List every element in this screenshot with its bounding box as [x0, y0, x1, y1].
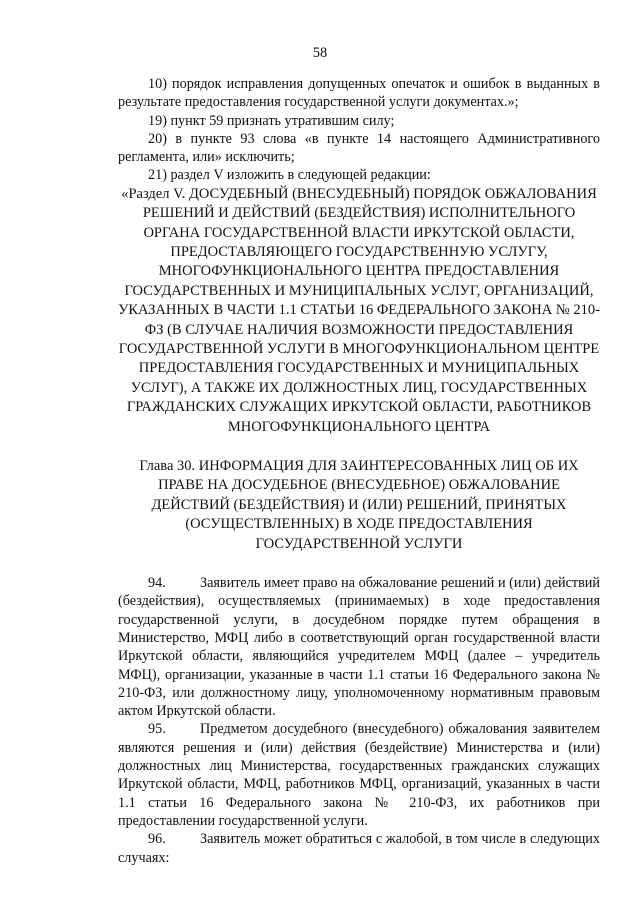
chapter-title: Глава 30. ИНФОРМАЦИЯ ДЛЯ ЗАИНТЕРЕСОВАННЫХ ЛИЦ ОБ ИХ ПРАВЕ НА ДОСУДЕБНОЕ (ВНЕСУДЕБНОЕ) ОБЖАЛОВАНИЕ ДЕЙСТВИЙ (БЕЗДЕЙСТВИЯ) И (ИЛИ) РЕШЕНИЙ, ПРИНЯТЫХ (ОСУЩЕСТВЛЕННЫХ) В ХОДЕ ПРЕДОСТАВЛЕНИЯ ГОСУДАРСТВЕННОЙ УСЛУГИ	[139, 458, 579, 552]
item-text: Предметом досудебного (внесудебного) обжалования заявителем являются решения и (или) действия (бездействие) Министерства и (или) должностных лиц Министерства, государственных гражданских служащих Иркутской области, МФЦ, работников МФЦ, организаций, указанных в части 1.1 статьи 16 Федерального закона № 210-ФЗ, их работников при предоставлении государственной услуги.	[118, 721, 600, 829]
list-item-96	[118, 830, 600, 867]
paragraph-item-19: 19) пункт 59 признать утратившим силу;	[148, 112, 395, 129]
paragraph-item-20: 20) в пункте 93 слова «в пункте 14 настоящего Административного регламента, или» исключить;	[118, 130, 600, 166]
item-number: 96.	[148, 831, 166, 848]
item-number: 94.	[148, 575, 166, 592]
paragraph-item-21: 21) раздел V изложить в следующей редакции:	[148, 167, 431, 184]
item-text: Заявитель имеет право на обжалование решений и (или) действий (бездействия), осуществляемых (принимаемых) в ходе предоставления государственной услуги, в досудебном порядке путем обращения в Министерство, МФЦ либо в соответствующий орган государственной власти Иркутской области, являющийся учредителем МФЦ (далее – учредитель МФЦ), организации, указанные в части 1.1 статьи 16 Федерального закона № 210-ФЗ, или должностному лицу, уполномоченному нормативным правовым актом Иркутской области.	[118, 575, 600, 720]
paragraph-item-10: 10) порядок исправления допущенных опечаток и ошибок в выданных в результате предоставления государственной услуги документах.»;	[118, 76, 600, 111]
page-number: 58	[312, 45, 328, 61]
list-item-95	[118, 720, 600, 830]
list-item-94	[118, 574, 600, 720]
item-text: Заявитель может обратиться с жалобой, в том числе в следующих случаях:	[118, 831, 600, 866]
document-body	[118, 75, 600, 867]
item-number: 95.	[148, 721, 166, 738]
section-title: «Раздел V. ДОСУДЕБНЫЙ (ВНЕСУДЕБНЫЙ) ПОРЯДОК ОБЖАЛОВАНИЯ РЕШЕНИЙ И ДЕЙСТВИЙ (БЕЗДЕЙСТВИЯ) ИСПОЛНИТЕЛЬНОГО ОРГАНА ГОСУДАРСТВЕННОЙ ВЛАСТИ ИРКУТСКОЙ ОБЛАСТИ, ПРЕДОСТАВЛЯЮЩЕГО ГОСУДАРСТВЕННУЮ УСЛУГУ, МНОГОФУНКЦИОНАЛЬНОГО ЦЕНТРА ПРЕДОСТАВЛЕНИЯ ГОСУДАРСТВЕННЫХ И МУНИЦИПАЛЬНЫХ УСЛУГ, ОРГАНИЗАЦИЙ, УКАЗАННЫХ В ЧАСТИ 1.1 СТАТЬИ 16 ФЕДЕРАЛЬНОГО ЗАКОНА № 210-ФЗ (В СЛУЧАЕ НАЛИЧИЯ ВОЗМОЖНОСТИ ПРЕДОСТАВЛЕНИЯ ГОСУДАРСТВЕННОЙ УСЛУГИ В МНОГОФУНКЦИОНАЛЬНОМ ЦЕНТРЕ ПРЕДОСТАВЛЕНИЯ ГОСУДАРСТВЕННЫХ И МУНИЦИПАЛЬНЫХ УСЛУГ), А ТАКЖЕ ИХ ДОЛЖНОСТНЫХ ЛИЦ, ГОСУДАРСТВЕННЫХ ГРАЖДАНСКИХ СЛУЖАЩИХ ИРКУТСКОЙ ОБЛАСТИ, РАБОТНИКОВ МНОГОФУНКЦИОНАЛЬНОГО ЦЕНТРА	[118, 185, 600, 435]
